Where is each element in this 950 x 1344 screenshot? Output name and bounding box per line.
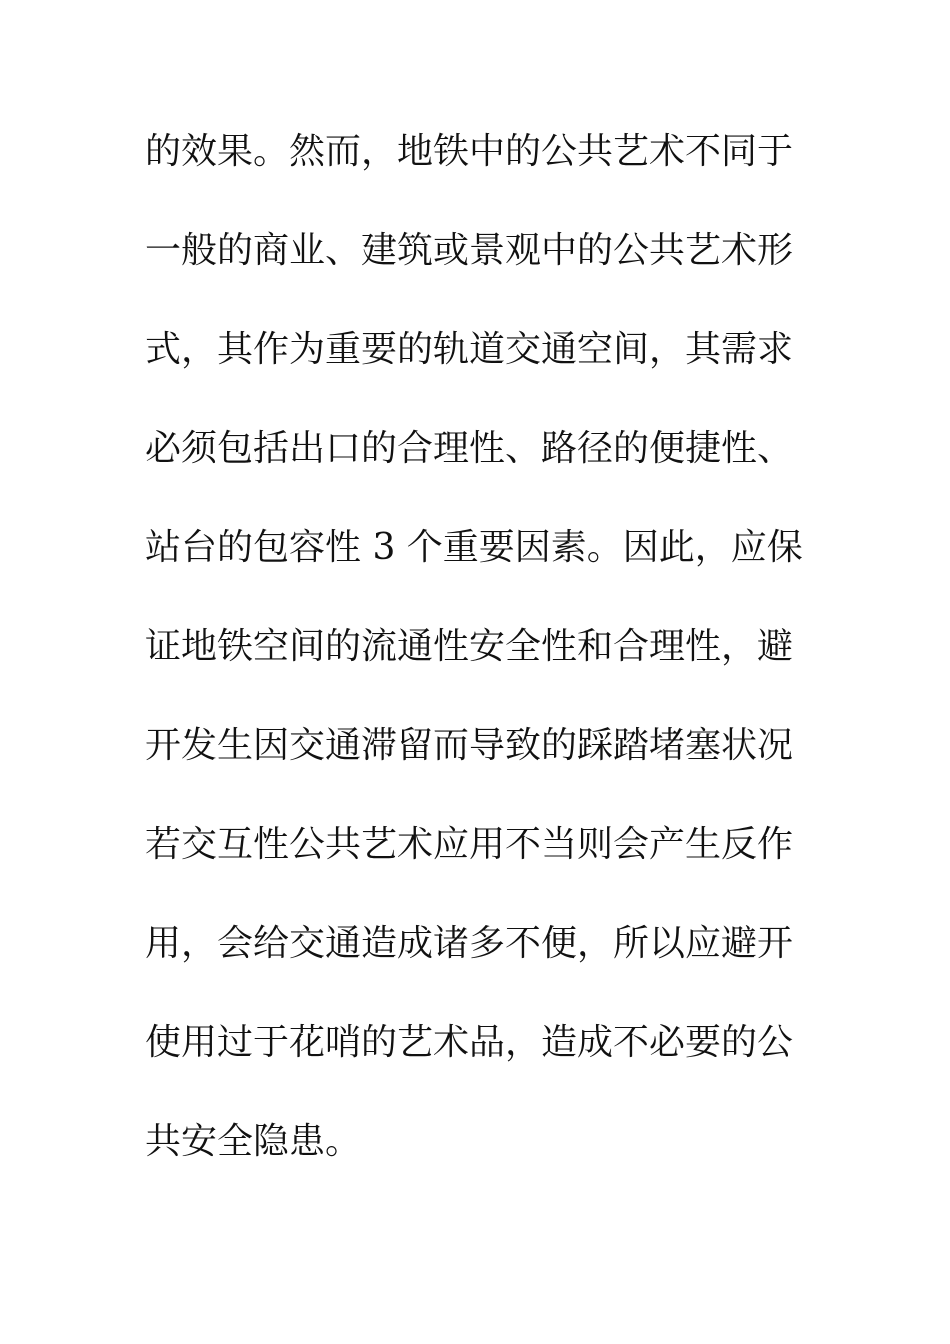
text-line-11: 共安全隐患。 xyxy=(145,1121,362,1162)
text-line-6: 证地铁空间的流通性安全性和合理性，避 xyxy=(145,626,794,667)
text-line-8: 若交互性公共艺术应用不当则会产生反作 xyxy=(145,824,794,865)
text-line-5: 站台的包容性 3 个重要因素。因此，应保 xyxy=(145,527,803,568)
text-line-9: 用，会给交通造成诸多不便，所以应避开 xyxy=(145,923,794,964)
text-line-3: 式，其作为重要的轨道交通空间，其需求 xyxy=(145,329,794,370)
body-paragraph xyxy=(145,124,810,1213)
text-line-2: 一般的商业、建筑或景观中的公共艺术形 xyxy=(145,230,794,271)
text-line-7: 开发生因交通滞留而导致的踩踏堵塞状况 xyxy=(145,725,794,766)
text-line-10: 使用过于花哨的艺术品，造成不必要的公 xyxy=(145,1022,794,1063)
text-line-4: 必须包括出口的合理性、路径的便捷性、 xyxy=(145,428,794,469)
text-line-1: 的效果。然而，地铁中的公共艺术不同于 xyxy=(145,131,794,172)
